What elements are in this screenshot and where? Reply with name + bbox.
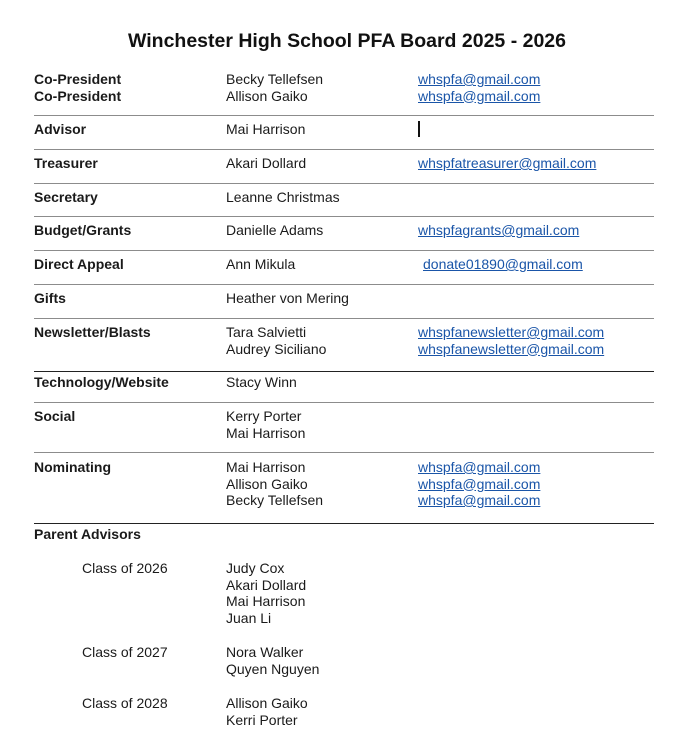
- member-name: Akari Dollard: [226, 576, 307, 593]
- role-label: [34, 324, 151, 341]
- role-label-line: Social: [34, 408, 76, 424]
- member-name: Mai Harrison: [226, 593, 306, 609]
- role-label: [34, 71, 121, 104]
- divider: [34, 523, 654, 524]
- divider: [34, 149, 654, 150]
- member-emails: [423, 256, 583, 273]
- class-label: Class of 2027: [82, 644, 168, 660]
- member-names: [226, 121, 305, 138]
- divider: [34, 402, 654, 403]
- member-emails: [418, 155, 596, 172]
- role-label: [34, 222, 131, 239]
- member-emails: [418, 71, 540, 104]
- role-label: [34, 155, 98, 172]
- role-label-line: Secretary: [34, 189, 98, 205]
- email-link[interactable]: whspfa@gmail.com: [418, 459, 541, 475]
- divider: [34, 371, 654, 372]
- member-emails: [418, 324, 604, 357]
- member-name: Becky Tellefsen: [226, 71, 324, 87]
- member-name: Kerry Porter: [226, 408, 302, 424]
- email-link[interactable]: whspfagrants@gmail.com: [418, 222, 580, 238]
- role-label-line: Newsletter/Blasts: [34, 324, 151, 340]
- member-name: Juan Li: [226, 609, 272, 626]
- member-name: Audrey Siciliano: [226, 340, 327, 357]
- divider: [34, 115, 654, 116]
- role-label-line: Budget/Grants: [34, 222, 132, 238]
- member-name: Akari Dollard: [226, 155, 307, 171]
- email-link[interactable]: whspfa@gmail.com: [418, 71, 541, 87]
- member-name: Tara Salvietti: [226, 324, 307, 340]
- role-label: [34, 290, 66, 307]
- member-name: Mai Harrison: [226, 459, 306, 475]
- member-name: Ann Mikula: [226, 256, 296, 272]
- divider: [34, 216, 654, 217]
- member-names: [226, 408, 305, 441]
- member-names: [226, 256, 295, 273]
- divider: [34, 250, 654, 251]
- member-name: Judy Cox: [226, 560, 285, 576]
- role-label-line: Co-President: [34, 71, 122, 87]
- divider: [34, 183, 654, 184]
- role-label-line: Gifts: [34, 290, 66, 306]
- member-name: Allison Gaiko: [226, 695, 308, 711]
- page-title: Winchester High School PFA Board 2025 - 2026: [128, 30, 566, 52]
- role-label-line: Technology/Website: [34, 374, 169, 390]
- member-name: Leanne Christmas: [226, 189, 340, 205]
- email-link[interactable]: whspfanewsletter@gmail.com: [418, 340, 605, 357]
- email-link[interactable]: donate01890@gmail.com: [423, 256, 583, 272]
- member-names: [226, 189, 340, 206]
- role-label: [34, 459, 111, 476]
- member-emails: [418, 222, 579, 239]
- member-name: Mai Harrison: [226, 121, 306, 137]
- role-label-line: Advisor: [34, 121, 87, 137]
- email-link[interactable]: whspfatreasurer@gmail.com: [418, 155, 597, 171]
- member-names: [226, 459, 323, 509]
- role-label: [34, 189, 98, 206]
- role-label-line: Direct Appeal: [34, 256, 124, 272]
- divider: [34, 318, 654, 319]
- member-name: Stacy Winn: [226, 374, 297, 390]
- member-name: Allison Gaiko: [226, 475, 308, 492]
- class-label: Class of 2026: [82, 560, 168, 576]
- email-link[interactable]: whspfa@gmail.com: [418, 87, 541, 104]
- divider: [34, 452, 654, 453]
- member-name: Becky Tellefsen: [226, 492, 324, 508]
- member-names: [226, 374, 297, 391]
- role-label: [34, 121, 86, 138]
- divider: [34, 284, 654, 285]
- member-name: Nora Walker: [226, 644, 304, 660]
- section-heading: Parent Advisors: [34, 526, 141, 542]
- member-name: Quyen Nguyen: [226, 660, 320, 677]
- member-name: Danielle Adams: [226, 222, 324, 238]
- role-label: [34, 408, 75, 425]
- member-name: Allison Gaiko: [226, 87, 308, 104]
- member-names: [226, 290, 349, 307]
- email-link[interactable]: whspfanewsletter@gmail.com: [418, 324, 605, 340]
- role-label-line: Nominating: [34, 459, 111, 475]
- member-names: [226, 695, 308, 728]
- role-label: [34, 374, 169, 391]
- member-name: Mai Harrison: [226, 424, 306, 441]
- member-name: Kerri Porter: [226, 711, 298, 728]
- member-names: [226, 71, 323, 104]
- member-emails: [418, 459, 540, 509]
- member-names: [226, 155, 306, 172]
- member-names: [226, 644, 319, 677]
- member-names: [226, 324, 326, 357]
- member-names: [226, 222, 323, 239]
- email-link[interactable]: whspfa@gmail.com: [418, 492, 541, 508]
- member-names: [226, 560, 306, 626]
- class-label: Class of 2028: [82, 695, 168, 711]
- role-label: [34, 256, 124, 273]
- role-label-line: Treasurer: [34, 155, 98, 171]
- email-link[interactable]: whspfa@gmail.com: [418, 475, 541, 492]
- text-cursor: [418, 121, 420, 137]
- role-label-line: Co-President: [34, 87, 122, 104]
- member-name: Heather von Mering: [226, 290, 349, 306]
